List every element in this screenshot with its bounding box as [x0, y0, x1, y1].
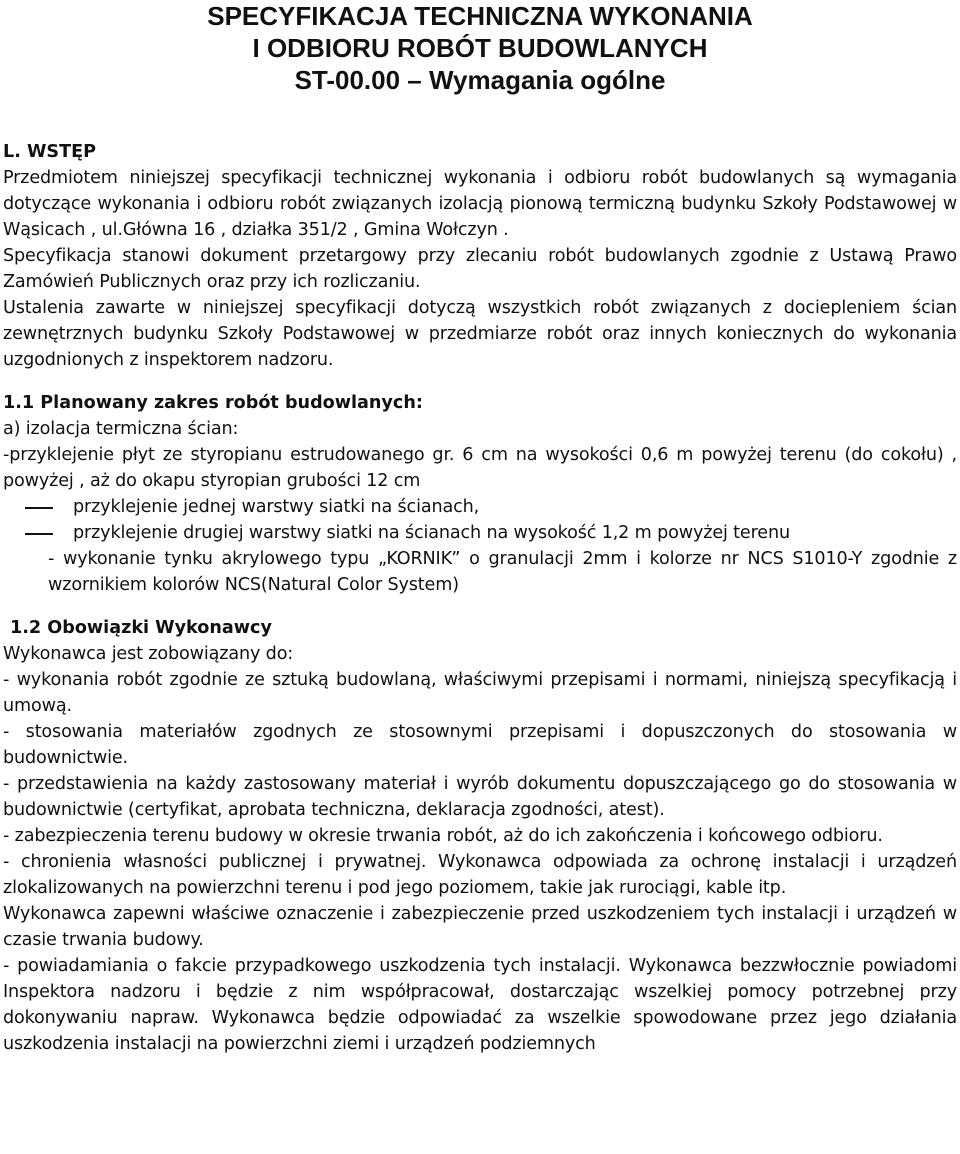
section-1-2-lead: Wykonawca jest zobowiązany do:	[3, 644, 294, 664]
duty-item-3: - przedstawienia na każdy zastosowany materiał i wyrób dokumentu dopuszczającego go do stosowania w budownictwie (certyfikat, aprobata techniczna, deklaracja zgodności, atest).	[3, 774, 957, 820]
scope-dash-item-1-text: przyklejenie jednej warstwy siatki na ścianach,	[73, 497, 480, 517]
duty-item-5: - chronienia własności publicznej i prywatnej. Wykonawca odpowiada za ochronę instalacji i urządzeń zlokalizowanych na powierzchni terenu i pod jego poziomem, takie jak rurociągi, kable itp.	[3, 852, 957, 898]
duty-item-4: - zabezpieczenia terenu budowy w okresie trwania robót, aż do ich zakończenia i końcowego odbioru.	[3, 826, 883, 846]
section-1-2-heading: 1.2 Obowiązki Wykonawcy	[10, 618, 272, 638]
intro-paragraph-2: Specyfikacja stanowi dokument przetargowy przy zlecaniu robót budowlanych zgodnie z Ustawą Prawo Zamówień Publicznych oraz przy ich rozliczaniu.	[3, 246, 957, 292]
duty-item-6: Wykonawca zapewni właściwe oznaczenie i zabezpieczenie przed uszkodzeniem tych instalacji i urządzeń w czasie trwania budowy.	[3, 904, 957, 950]
dash-marker	[25, 533, 53, 535]
intro-heading: L. WSTĘP	[3, 142, 97, 162]
section-1-1-sub-a: a) izolacja termiczna ścian:	[3, 419, 239, 439]
title-line-3: ST-00.00 – Wymagania ogólne	[294, 65, 666, 95]
dash-marker	[25, 507, 53, 509]
duty-item-7: - powiadamiania o fakcie przypadkowego uszkodzenia tych instalacji. Wykonawca bezzwłocznie powiadomi Inspektora nadzoru i będzie z nim współpracował, dostarczając wszelkiej pomocy potrzebnej przy dokonywaniu napraw. Wykonawca będzie odpowiadać za wszelkie spowodowane przez jego działania uszkodzenia instalacji na powierzchni ziemi i urządzeń podziemnych	[3, 956, 957, 1054]
scope-dash-item-2	[3, 520, 957, 546]
section-1-1-paragraph-1: -przyklejenie płyt ze styropianu estrudowanego gr. 6 cm na wysokości 0,6 m powyżej terenu (do cokołu) , powyżej , aż do okapu styropian grubości 12 cm	[3, 445, 957, 491]
duty-item-1: - wykonania robót zgodnie ze sztuką budowlaną, właściwymi przepisami i normami, niniejszą specyfikacją i umową.	[3, 670, 957, 716]
duty-item-2: - stosowania materiałów zgodnych ze stosownymi przepisami i dopuszczonych do stosowania w budownictwie.	[3, 722, 957, 768]
title-line-2: I ODBIORU ROBÓT BUDOWLANYCH	[252, 33, 708, 63]
intro-paragraph-1: Przedmiotem niniejszej specyfikacji technicznej wykonania i odbioru robót budowlanych są wymagania dotyczące wykonania i odbioru robót związanych izolacją pionową termiczną budynku Szkoły Podstawowej w Wąsicach , ul.Główna 16 , działka 351/2 , Gmina Wołczyn .	[3, 168, 957, 240]
scope-dash-item-2-text: przyklejenie drugiej warstwy siatki na ścianach na wysokość 1,2 m powyżej terenu	[73, 523, 790, 543]
scope-dash-item-1	[3, 494, 957, 520]
section-1-1-heading: 1.1 Planowany zakres robót budowlanych:	[3, 393, 423, 413]
title-line-1: SPECYFIKACJA TECHNICZNA WYKONANIA	[207, 1, 753, 31]
document-title	[3, 0, 957, 96]
document-page	[3, 0, 957, 1057]
intro-paragraph-3: Ustalenia zawarte w niniejszej specyfikacji dotyczą wszystkich robót związanych z dociepleniem ścian zewnętrznych budynku Szkoły Podstawowej w przedmiarze robót oraz innych koniecznych do wykonania uzgodnionych z inspektorem nadzoru.	[3, 298, 957, 370]
section-1-1-paragraph-2-text: - wykonanie tynku akrylowego typu „KORNIK” o granulacji 2mm i kolorze nr NCS S1010-Y zgodnie z wzornikiem kolorów NCS(Natural Color System)	[48, 549, 957, 595]
section-1-1-paragraph-2	[3, 546, 957, 598]
